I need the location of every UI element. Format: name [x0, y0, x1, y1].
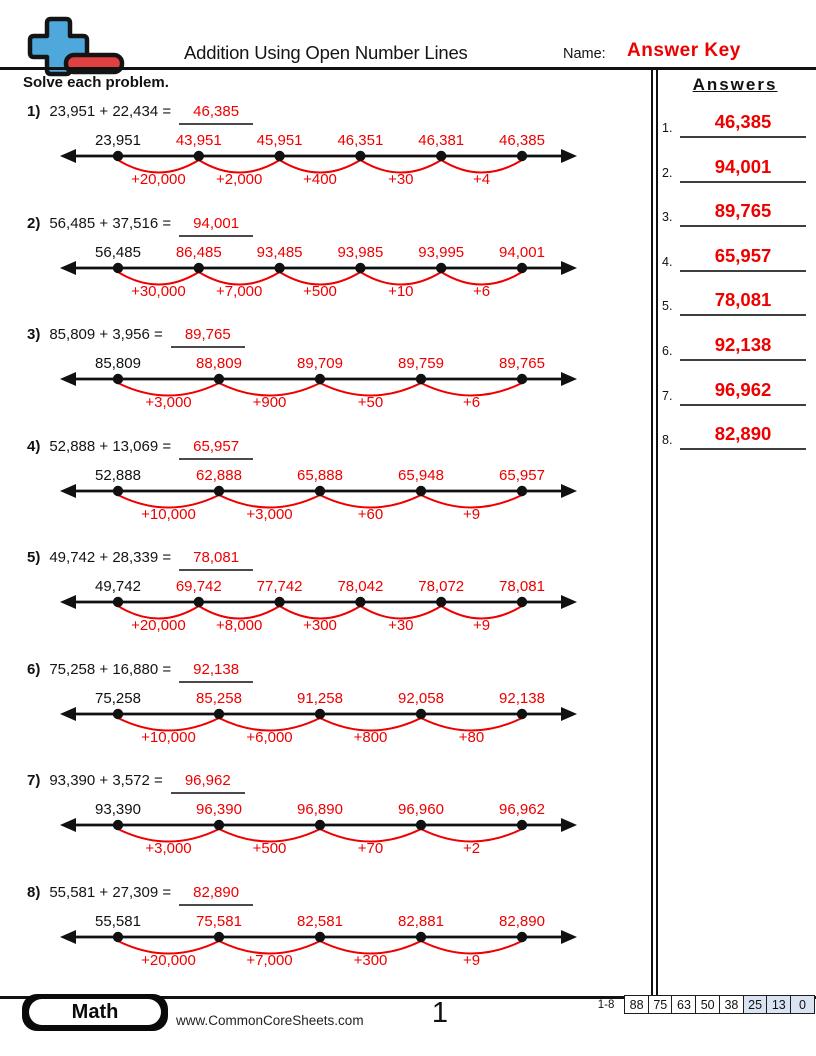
svg-text:52,888: 52,888 [95, 466, 141, 484]
svg-text:+3,000: +3,000 [145, 840, 192, 857]
svg-text:+8,000: +8,000 [216, 617, 263, 634]
problem-number: 8) [27, 883, 41, 901]
svg-text:94,001: 94,001 [499, 243, 545, 261]
answers-divider-inner [656, 67, 658, 996]
page-number: 1 [431, 997, 449, 1029]
answer-index: 1. [662, 121, 673, 135]
svg-text:+30: +30 [388, 617, 414, 634]
svg-text:93,485: 93,485 [256, 243, 303, 261]
problem-statement [27, 548, 253, 571]
website-text: www.CommonCoreSheets.com [176, 1013, 364, 1028]
number-line [38, 795, 598, 883]
number-line [38, 349, 598, 437]
svg-text:86,485: 86,485 [175, 243, 222, 261]
score-cells [625, 995, 815, 1014]
problem-row [0, 214, 648, 326]
answer-item [662, 111, 810, 138]
svg-text:+60: +60 [357, 505, 384, 523]
problem-statement [27, 325, 245, 348]
svg-text:+500: +500 [252, 840, 287, 857]
problem-number: 6) [27, 660, 41, 678]
page-title: Addition Using Open Number Lines [184, 42, 468, 63]
score-cell: 88 [624, 995, 649, 1014]
instructions: Solve each problem. [23, 74, 169, 91]
score-range-label: 1-8 [597, 998, 615, 1011]
svg-text:+6: +6 [462, 394, 481, 411]
svg-text:+4: +4 [473, 171, 491, 188]
svg-text:+30: +30 [388, 171, 414, 188]
problem-equation: 75,258 + 16,880 = [49, 660, 172, 678]
problem-answer-blank: 92,138 [179, 660, 253, 683]
problem-answer-blank: 94,001 [179, 214, 253, 237]
number-line [38, 126, 598, 214]
problem-equation: 49,742 + 28,339 = [49, 549, 172, 566]
number-line [38, 238, 598, 326]
answer-value: 89,765 [680, 200, 806, 227]
svg-text:96,390: 96,390 [196, 801, 242, 818]
answer-index: 8. [662, 433, 673, 448]
svg-text:85,258: 85,258 [196, 689, 242, 707]
svg-text:96,960: 96,960 [398, 801, 444, 818]
svg-text:93,390: 93,390 [95, 801, 141, 818]
svg-text:65,948: 65,948 [398, 466, 444, 484]
answer-value: 78,081 [680, 289, 806, 316]
svg-text:78,072: 78,072 [418, 578, 465, 595]
problem-row [0, 548, 648, 660]
score-cell: 25 [743, 995, 768, 1014]
answer-key-label: Answer Key [627, 40, 741, 61]
svg-text:93,995: 93,995 [418, 243, 465, 261]
svg-text:82,581: 82,581 [297, 912, 343, 930]
svg-text:+30,000: +30,000 [131, 282, 186, 300]
svg-text:+300: +300 [353, 951, 388, 969]
svg-text:+10,000: +10,000 [141, 728, 196, 746]
problem-statement [27, 102, 253, 125]
svg-text:49,742: 49,742 [95, 578, 141, 595]
svg-text:+20,000: +20,000 [131, 171, 186, 188]
svg-text:46,385: 46,385 [499, 132, 545, 149]
problem-answer-blank: 78,081 [179, 548, 253, 571]
problem-equation: 93,390 + 3,572 = [49, 772, 163, 789]
answer-index: 2. [662, 165, 673, 180]
problem-answer-blank: 82,890 [179, 883, 253, 906]
score-cell: 13 [766, 995, 791, 1014]
svg-text:+20,000: +20,000 [131, 617, 186, 634]
svg-text:46,381: 46,381 [418, 132, 465, 149]
problem-row [0, 883, 648, 995]
svg-text:88,809: 88,809 [196, 355, 242, 372]
number-line [38, 461, 598, 549]
svg-text:+80: +80 [458, 728, 485, 746]
problem-statement [27, 437, 253, 460]
answers-title: Answers [692, 75, 778, 94]
problem-number: 5) [27, 549, 41, 566]
svg-text:+400: +400 [303, 171, 337, 188]
svg-text:+2: +2 [462, 840, 481, 857]
svg-text:65,957: 65,957 [499, 466, 545, 484]
svg-text:+9: +9 [462, 951, 481, 969]
problem-number: 2) [27, 214, 41, 232]
answer-item [662, 289, 810, 316]
answer-index: 3. [662, 210, 673, 225]
svg-text:46,351: 46,351 [337, 132, 384, 149]
svg-text:82,881: 82,881 [398, 912, 444, 930]
score-cell: 38 [719, 995, 744, 1014]
svg-text:+7,000: +7,000 [246, 951, 293, 969]
answer-item [662, 245, 810, 272]
svg-text:89,709: 89,709 [297, 355, 343, 372]
svg-text:+20,000: +20,000 [141, 951, 196, 969]
svg-text:89,759: 89,759 [398, 355, 444, 372]
svg-text:75,581: 75,581 [196, 912, 242, 930]
answer-item [662, 200, 810, 227]
score-cell: 75 [648, 995, 673, 1014]
svg-text:+9: +9 [462, 505, 481, 523]
answer-index: 5. [662, 299, 673, 314]
svg-text:+10: +10 [388, 282, 414, 300]
answers-divider [651, 67, 653, 996]
answer-value: 46,385 [680, 111, 806, 138]
problem-answer-blank: 46,385 [179, 102, 253, 125]
problem-answer-blank: 96,962 [171, 771, 245, 794]
svg-text:69,742: 69,742 [175, 578, 222, 595]
svg-text:+7,000: +7,000 [216, 282, 263, 300]
problem-row [0, 771, 648, 883]
svg-text:+50: +50 [357, 394, 384, 411]
svg-text:+900: +900 [252, 394, 287, 411]
score-cell: 0 [790, 995, 815, 1014]
problem-equation: 52,888 + 13,069 = [49, 437, 172, 455]
answer-index: 7. [662, 388, 673, 403]
svg-text:+6,000: +6,000 [246, 728, 293, 746]
answer-index: 6. [662, 344, 673, 358]
svg-text:82,890: 82,890 [499, 912, 545, 930]
problem-number: 4) [27, 437, 41, 455]
problem-statement [27, 660, 253, 683]
answer-item [662, 379, 810, 406]
svg-text:75,258: 75,258 [95, 689, 141, 707]
answer-index: 4. [662, 254, 673, 269]
svg-text:+3,000: +3,000 [246, 505, 293, 523]
problems-list [0, 102, 648, 994]
problem-row [0, 102, 648, 214]
answer-value: 96,962 [680, 379, 806, 406]
problem-number: 1) [27, 103, 41, 120]
svg-text:96,890: 96,890 [297, 801, 343, 818]
answer-value: 82,890 [680, 423, 806, 450]
svg-text:+6: +6 [473, 282, 491, 300]
name-label: Name: [563, 46, 606, 62]
score-cell: 63 [671, 995, 696, 1014]
svg-text:+300: +300 [303, 617, 337, 634]
svg-text:43,951: 43,951 [175, 132, 222, 149]
svg-text:23,951: 23,951 [95, 132, 141, 149]
svg-text:56,485: 56,485 [95, 243, 141, 261]
svg-text:96,962: 96,962 [499, 801, 545, 818]
svg-text:+800: +800 [353, 728, 388, 746]
problem-equation: 55,581 + 27,309 = [49, 883, 172, 901]
svg-text:92,138: 92,138 [499, 689, 545, 707]
svg-text:55,581: 55,581 [95, 912, 141, 930]
svg-text:+3,000: +3,000 [145, 394, 192, 411]
svg-text:78,042: 78,042 [337, 578, 384, 595]
answer-value: 65,957 [680, 245, 806, 272]
problem-equation: 56,485 + 37,516 = [49, 214, 172, 232]
svg-text:78,081: 78,081 [499, 578, 545, 595]
problem-row [0, 325, 648, 437]
svg-text:+9: +9 [473, 617, 491, 634]
svg-text:89,765: 89,765 [499, 355, 545, 372]
problem-answer-blank: 65,957 [179, 437, 253, 460]
svg-text:+500: +500 [303, 282, 337, 300]
problem-number: 7) [27, 772, 41, 789]
answer-item [662, 334, 810, 361]
number-line [38, 907, 598, 995]
answer-value: 92,138 [680, 334, 806, 361]
problem-answer-blank: 89,765 [171, 325, 245, 348]
svg-text:93,985: 93,985 [337, 243, 384, 261]
answer-item [662, 156, 810, 183]
score-strip [598, 995, 815, 1014]
svg-text:77,742: 77,742 [256, 578, 303, 595]
svg-text:+10,000: +10,000 [141, 505, 196, 523]
score-cell: 50 [695, 995, 720, 1014]
svg-text:85,809: 85,809 [95, 355, 141, 372]
svg-text:65,888: 65,888 [297, 466, 343, 484]
svg-text:+2,000: +2,000 [216, 171, 263, 188]
subject-badge-label: Math [29, 999, 161, 1025]
answer-value: 94,001 [680, 156, 806, 183]
problem-statement [27, 214, 253, 237]
problem-equation: 85,809 + 3,956 = [49, 326, 163, 343]
answer-item [662, 423, 810, 450]
number-line [38, 572, 598, 660]
problem-number: 3) [27, 326, 41, 343]
svg-text:62,888: 62,888 [196, 466, 242, 484]
answers-panel [660, 70, 816, 996]
problem-equation: 23,951 + 22,434 = [49, 103, 172, 120]
number-line [38, 684, 598, 772]
svg-text:45,951: 45,951 [256, 132, 303, 149]
svg-text:91,258: 91,258 [297, 689, 343, 707]
problem-row [0, 660, 648, 772]
problem-statement [27, 883, 253, 906]
svg-text:92,058: 92,058 [398, 689, 444, 707]
problem-statement [27, 771, 245, 794]
subject-badge [22, 994, 168, 1031]
problem-row [0, 437, 648, 549]
svg-text:+70: +70 [357, 840, 384, 857]
